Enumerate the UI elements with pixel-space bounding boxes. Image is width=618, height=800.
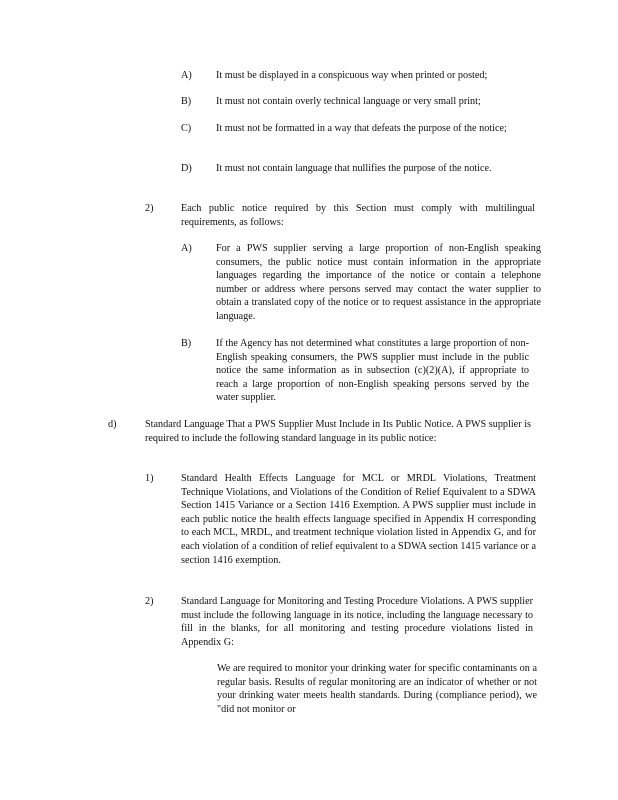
section-d-heading-text: Standard Language That a PWS Supplier Must Include in Its Public Notice. A PWS supplier is required to include the following standard language in its public notice: xyxy=(145,419,531,444)
section-d-item-2-label: 2) xyxy=(145,596,154,607)
section-d-item-1-text: Standard Health Effects Language for MCL or MRDL Violations, Treatment Technique Violations, and Violations of the Condition of Relief Equivalent to a SDWA Section 1415 Variance or a Section 1416 Exemption. A PWS supplier must include in each public notice the health effects language specified in Appendix H corresponding to each MCL, MRDL, and treatment technique violation listed in Appendix G, and for each violation of a condition of relief equivalent to a SDWA section 1415 variance or a section 1416 exemption. xyxy=(181,473,536,566)
section-d-item-1-label: 1) xyxy=(145,473,154,484)
list-item-label-b: B) xyxy=(181,96,192,107)
section-d-item-2-text: Standard Language for Monitoring and Testing Procedure Violations. A PWS supplier must include the following language in its notice, including the language necessary to fill in the blanks, for all monitoring and testing procedure violations listed in Appendix G: xyxy=(181,596,533,648)
list-item-label-c: C) xyxy=(181,123,192,134)
item-2-sub-b-text: If the Agency has not determined what constitutes a large proportion of non-English speaking consumers, the PWS supplier must include in the public notice the same information as in subsection (c)(2)(A), if appropriate to reach a large proportion of non-English speaking persons served by the water supplier. xyxy=(216,338,529,404)
item-2-label: 2) xyxy=(145,203,154,214)
item-2-text: Each public notice required by this Section must comply with multilingual requirements, as follows: xyxy=(181,203,535,228)
list-item-label-a: A) xyxy=(181,70,192,81)
list-item-label-d: D) xyxy=(181,163,192,174)
list-item-text-d: It must not contain language that nullifies the purpose of the notice. xyxy=(216,163,492,174)
item-2-sub-b-label: B) xyxy=(181,338,192,349)
list-item-text-a: It must be displayed in a conspicuous way when printed or posted; xyxy=(216,70,488,81)
item-2-sub-a-label: A) xyxy=(181,243,192,254)
section-d-label: d) xyxy=(108,419,117,430)
list-item-text-b: It must not contain overly technical language or very small print; xyxy=(216,96,481,107)
standard-language-quote: We are required to monitor your drinking water for specific contaminants on a regular basis. Results of regular monitoring are an indicator of whether or not your drinking water meets health standards. During (compliance period), we "did not monitor or xyxy=(217,663,537,715)
list-item-text-c: It must not be formatted in a way that defeats the purpose of the notice; xyxy=(216,123,507,134)
item-2-sub-a-text: For a PWS supplier serving a large proportion of non-English speaking consumers, the public notice must contain information in the appropriate languages regarding the importance of the notice or contain a telephone number or address where persons served may contact the water supplier to obtain a translated copy of the notice or to request assistance in the appropriate language. xyxy=(216,243,541,322)
